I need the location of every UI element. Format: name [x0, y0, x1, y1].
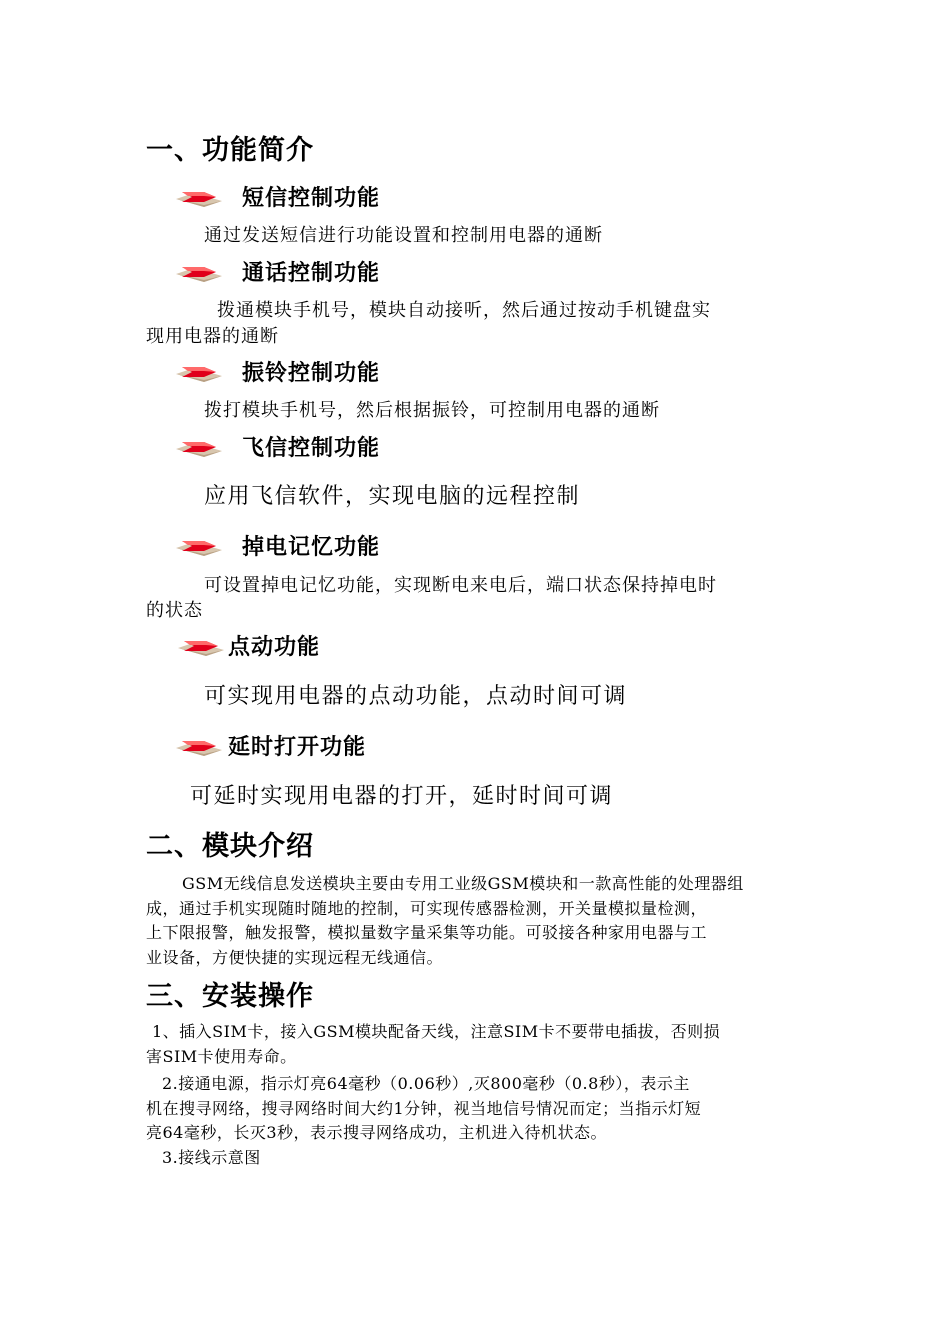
paragraph-line: 亮64毫秒，长灭3秒，表示搜寻网络成功，主机进入待机状态。 [146, 1123, 608, 1142]
red-arrow-bullet-icon [176, 637, 228, 659]
red-arrow-bullet-icon [174, 363, 226, 385]
feature-title: 短信控制功能 [242, 186, 381, 211]
feature-sms-control [174, 184, 380, 214]
feature-desc-line: 拨通模块手机号，模块自动接听，然后通过按动手机键盘实 [217, 300, 711, 321]
feature-title: 飞信控制功能 [242, 436, 381, 461]
section-heading-intro: 一、功能简介 [146, 135, 314, 166]
feature-desc: 拨打模块手机号，然后根据振铃，可控制用电器的通断 [204, 400, 660, 421]
module-intro-paragraph [146, 872, 808, 970]
feature-desc: 应用飞信软件，实现电脑的远程控制 [204, 484, 581, 509]
paragraph-line: 2.接通电源，指示灯亮64毫秒（0.06秒）,灭800毫秒（0.8秒），表示主 [162, 1074, 690, 1093]
feature-desc-line: 现用电器的通断 [146, 326, 279, 347]
feature-delay-open [174, 733, 366, 763]
feature-power-memory [174, 533, 380, 563]
red-arrow-bullet-icon [174, 438, 226, 460]
feature-title: 掉电记忆功能 [242, 535, 381, 560]
red-arrow-bullet-icon [174, 737, 226, 759]
feature-jog [176, 633, 320, 663]
feature-desc: 可实现用电器的点动功能，点动时间可调 [204, 684, 628, 709]
feature-call-control [174, 259, 380, 289]
red-arrow-bullet-icon [174, 537, 226, 559]
section-heading-install: 三、安装操作 [146, 981, 314, 1012]
feature-desc-line: 可设置掉电记忆功能，实现断电来电后，端口状态保持掉电时 [204, 575, 717, 596]
feature-ring-control [174, 359, 380, 389]
feature-desc: 通过发送短信进行功能设置和控制用电器的通断 [204, 225, 603, 246]
paragraph-line: GSM无线信息发送模块主要由专用工业级GSM模块和一款高性能的处理器组 [182, 874, 744, 893]
paragraph-line: 机在搜寻网络，搜寻网络时间大约1分钟，视当地信号情况而定；当指示灯短 [146, 1098, 702, 1118]
paragraph-line: 上下限报警，触发报警，模拟量数字量采集等功能。可驳接各种家用电器与工 [146, 923, 708, 942]
install-step-2 [146, 1072, 808, 1146]
paragraph-line: 业设备，方便快捷的实现远程无线通信。 [146, 947, 444, 967]
section-heading-module: 二、模块介绍 [146, 831, 314, 862]
feature-desc: 可延时实现用电器的打开，延时时间可调 [190, 784, 614, 809]
install-step-3: 3.接线示意图 [162, 1148, 261, 1167]
install-step-1 [146, 1020, 808, 1069]
feature-title: 振铃控制功能 [242, 361, 381, 386]
feature-fetion-control [174, 434, 380, 464]
feature-title: 点动功能 [228, 635, 321, 660]
feature-title: 通话控制功能 [242, 261, 381, 286]
red-arrow-bullet-icon [174, 188, 226, 210]
paragraph-line: 害SIM卡使用寿命。 [146, 1046, 297, 1066]
red-arrow-bullet-icon [174, 263, 226, 285]
feature-title: 延时打开功能 [228, 735, 367, 760]
feature-desc-line: 的状态 [146, 600, 203, 621]
paragraph-line: 成，通过手机实现随时随地的控制，可实现传感器检测，开关量模拟量检测， [146, 898, 708, 918]
paragraph-line: 1、插入SIM卡，接入GSM模块配备天线，注意SIM卡不要带电插拔，否则损 [152, 1022, 721, 1041]
